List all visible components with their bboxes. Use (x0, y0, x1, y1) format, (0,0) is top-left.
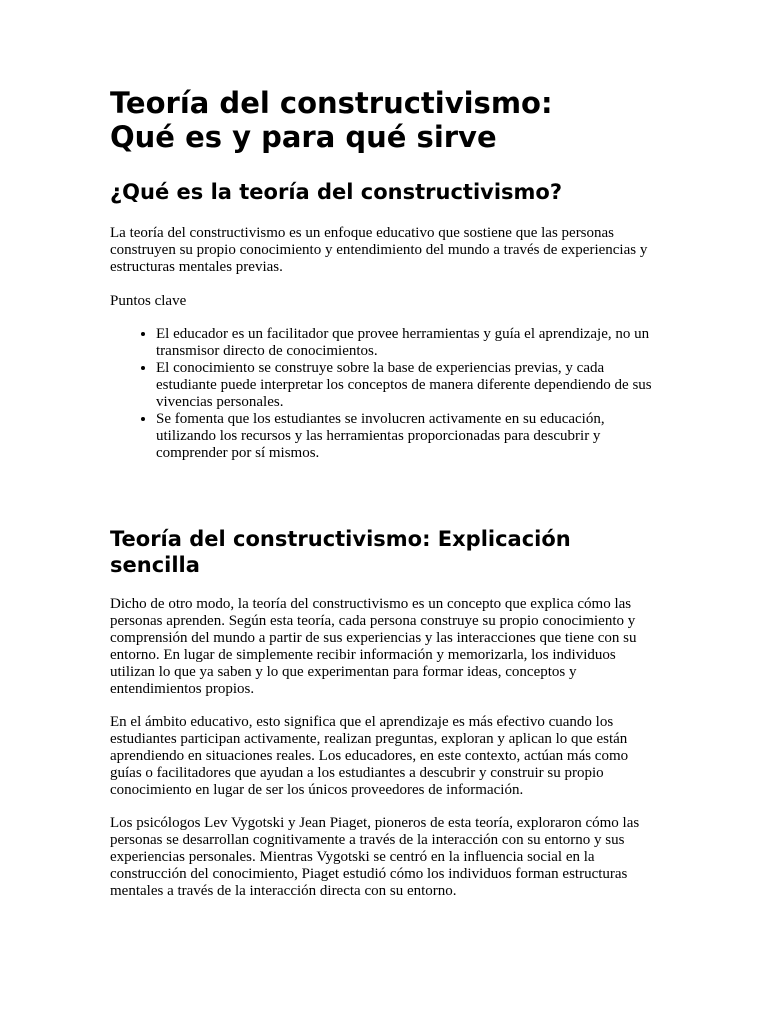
section-1-heading: ¿Qué es la teoría del constructivismo? (110, 180, 563, 204)
title-line-1: Teoría del constructivismo: (110, 86, 553, 120)
list-item: • El educador es un facilitador que provee herramientas y guía el aprendizaje, no un transmisor directo de conocimientos. (156, 326, 662, 360)
section-2-paragraph-2: En el ámbito educativo, esto significa que el aprendizaje es más efectivo cuando los estudiantes participan activamente, realizan preguntas, exploran y aplican lo que están aprendiendo en situaciones reales. Los educadores, en este contexto, actúan más como guías o facilitadores que ayudan a los estudiantes a descubrir y construir su propio conocimiento en lugar de ser los únicos proveedores de información. (110, 714, 629, 798)
section-2-paragraph-1: Dicho de otro modo, la teoría del constructivismo es un concepto que explica cómo las personas aprenden. Según esta teoría, cada persona construye su propio conocimiento y comprensión del mundo a partir de sus experiencias y las interacciones que tiene con su entorno. En lugar de simplemente recibir información y memorizarla, los individuos utilizan lo que ya saben y lo que experimentan para formar ideas, conceptos y entendimientos propios. (110, 596, 637, 697)
section-2-heading-line-2: sencilla (110, 553, 200, 577)
section-2-heading-line-1: Teoría del constructivismo: Explicación (110, 527, 571, 551)
key-points-label: Puntos clave (110, 293, 187, 309)
section-2-paragraph-3: Los psicólogos Lev Vygotski y Jean Piaget, pioneros de esta teoría, exploraron cómo las personas se desarrollan cognitivamente a través de la interacción con su entorno y sus experiencias personales. Mientras Vygotski se centró en la influencia social en la construcción del conocimiento, Piaget estudió cómo los individuos forman estructuras mentales a través de la interacción directa con su entorno. (110, 815, 640, 899)
list-item: • El conocimiento se construye sobre la base de experiencias previas, y cada estudiante puede interpretar los conceptos de manera diferente dependiendo de sus vivencias personales. (156, 360, 662, 411)
key-points-list (110, 326, 662, 462)
section-2-heading (110, 526, 662, 578)
document-title (110, 86, 662, 154)
document-page (110, 0, 662, 900)
section-1-intro: La teoría del constructivismo es un enfoque educativo que sostiene que las personas construyen su propio conocimiento y entendimiento del mundo a través de experiencias y estructuras mentales previas. (110, 225, 648, 275)
list-item: • Se fomenta que los estudiantes se involucren activamente en su educación, utilizando los recursos y las herramientas proporcionadas para descubrir y comprender por sí mismos. (156, 411, 662, 462)
title-line-2: Qué es y para qué sirve (110, 120, 497, 154)
